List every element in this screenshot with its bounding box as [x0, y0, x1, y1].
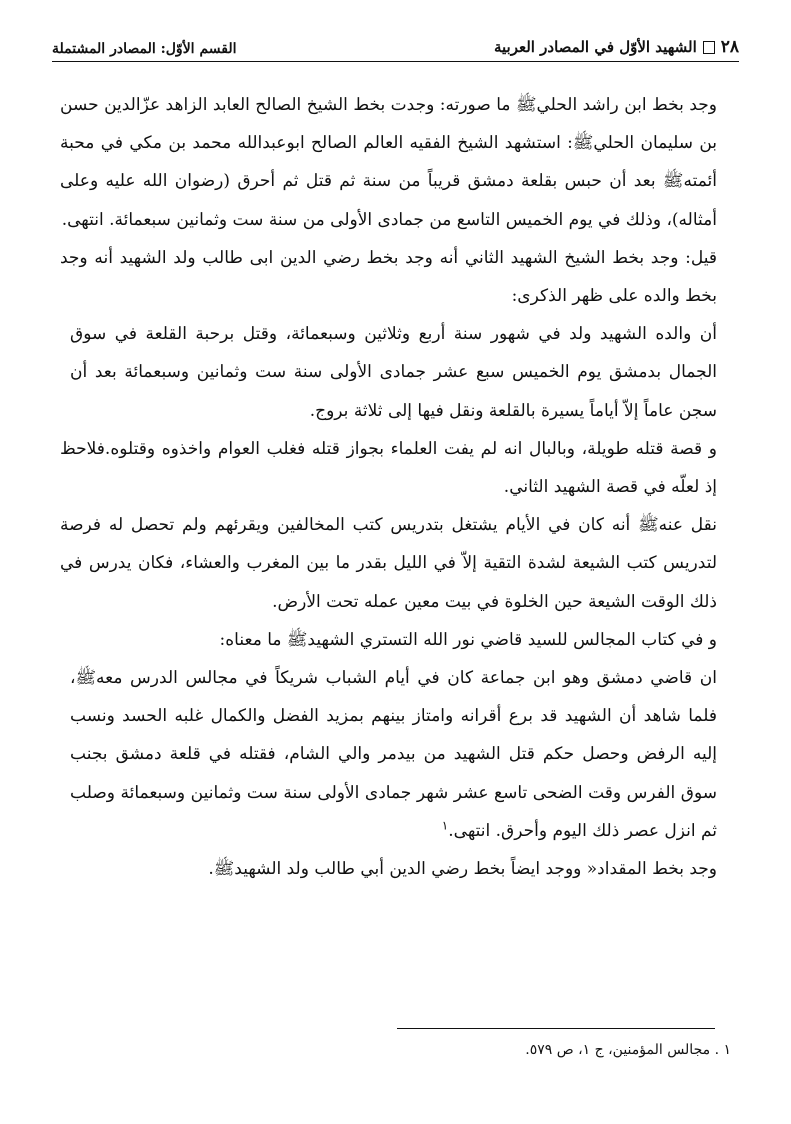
paragraph-1	[60, 86, 739, 239]
paragraph-5	[60, 506, 739, 621]
paragraph-text: وجد بخط المقداد« ووجد ايضاً بخط رضي الدين أبي طالب ولد الشهيدﷺ.	[208, 859, 717, 880]
running-header	[52, 28, 739, 62]
header-right	[494, 37, 739, 57]
paragraph-4	[60, 430, 739, 506]
paragraph-text: و في كتاب المجالس للسيد قاضي نور الله التستري الشهيدﷺ ما معناه:	[219, 629, 717, 650]
footnote: ١ . مجالس المؤمنين، ج ١، ص ٥٧٩.	[525, 1042, 731, 1058]
footnote-reference: ١	[441, 818, 449, 833]
body-text	[60, 86, 739, 888]
running-title-left: القسم الأوّل: المصادر المشتملة	[52, 41, 237, 57]
page-number: ٢٨	[720, 37, 739, 57]
footnote-rule	[397, 1028, 715, 1029]
running-title-right: الشهيد الأوّل في المصادر العربية	[493, 38, 697, 56]
square-icon	[703, 41, 715, 54]
paragraph-text: قيل: وجد بخط الشيخ الشهيد الثاني أنه وجد بخط رضي الدين ابى طالب ولد الشهيد أنه وجد بخط والده على ظهر الذكرى:	[60, 247, 717, 307]
paragraph-text: و قصة قتله طويلة، وبالبال انه لم يفت العلماء بجواز قتله فغلب العوام واخذوه وقتلوه.فلاحظ إذ لعلّه في قصة الشهيد الثاني.	[60, 438, 717, 498]
paragraph-6	[60, 621, 739, 659]
paragraph-2	[60, 239, 739, 315]
paragraph-3	[60, 315, 739, 430]
paragraph-text: ان قاضي دمشق وهو ابن جماعة كان في أيام الشباب شريكاً في مجالس الدرس معهﷺ، فلما شاهد أن الشهيد قد برع أقرانه وامتاز بينهم بمزيد الفضل والكمال غلبه الحسد ونسب إليه الرفض وحصل حكم قتل الشهيد من بيدمر والي الشام، فقتله في قلعة دمشق بجنب سوق الفرس وقت الضحى تاسع عشر شهر جمادى الأولى سنة ست وثمانين وسبعمائة وصلب ثم انزل عصر ذلك اليوم وأحرق. انتهى.	[70, 668, 717, 841]
paragraph-text: أن والده الشهيد ولد في شهور سنة أربع وثلاثين وسبعمائة، وقتل برحبة القلعة في سوق الجمال بدمشق يوم الخميس سبع عشر جمادى الأولى سنة ست وثمانين وسبعمائة بعد أن سجن عاماً إلاّ أياماً يسيرة بالقلعة ونقل فيها إلى ثلاثة بروج.	[70, 324, 717, 421]
paragraph-text: نقل عنهﷺ أنه كان في الأيام يشتغل بتدريس كتب المخالفين ويقرئهم ولم تحصل له فرصة لتدريس كتب الشيعة لشدة التقية إلاّ في الليل بقدر ما بين المغرب والعشاء، فكان يدرس في ذلك الوقت الشيعة حين الخلوة في بيت معين عمله تحت الأرض.	[60, 515, 717, 612]
paragraph-8	[60, 850, 739, 888]
paragraph-7	[60, 659, 739, 850]
paragraph-text: وجد بخط ابن راشد الحليﷺ ما صورته: وجدت بخط الشيخ الصالح العابد الزاهد عزّالدين حسن بن سليمان الحليﷺ: استشهد الشيخ الفقيه العالم الصالح ابوعبدالله محمد بن مكي في محبة أئمتهﷺ بعد أن حبس بقلعة دمشق قريباً من سنة ثم قتل ثم أحرق (رضوان الله عليه وعلى أمثاله)، وذلك في يوم الخميس التاسع من جمادى الأولى من سنة ست وثمانين سبعمائة. انتهى.	[60, 95, 717, 230]
